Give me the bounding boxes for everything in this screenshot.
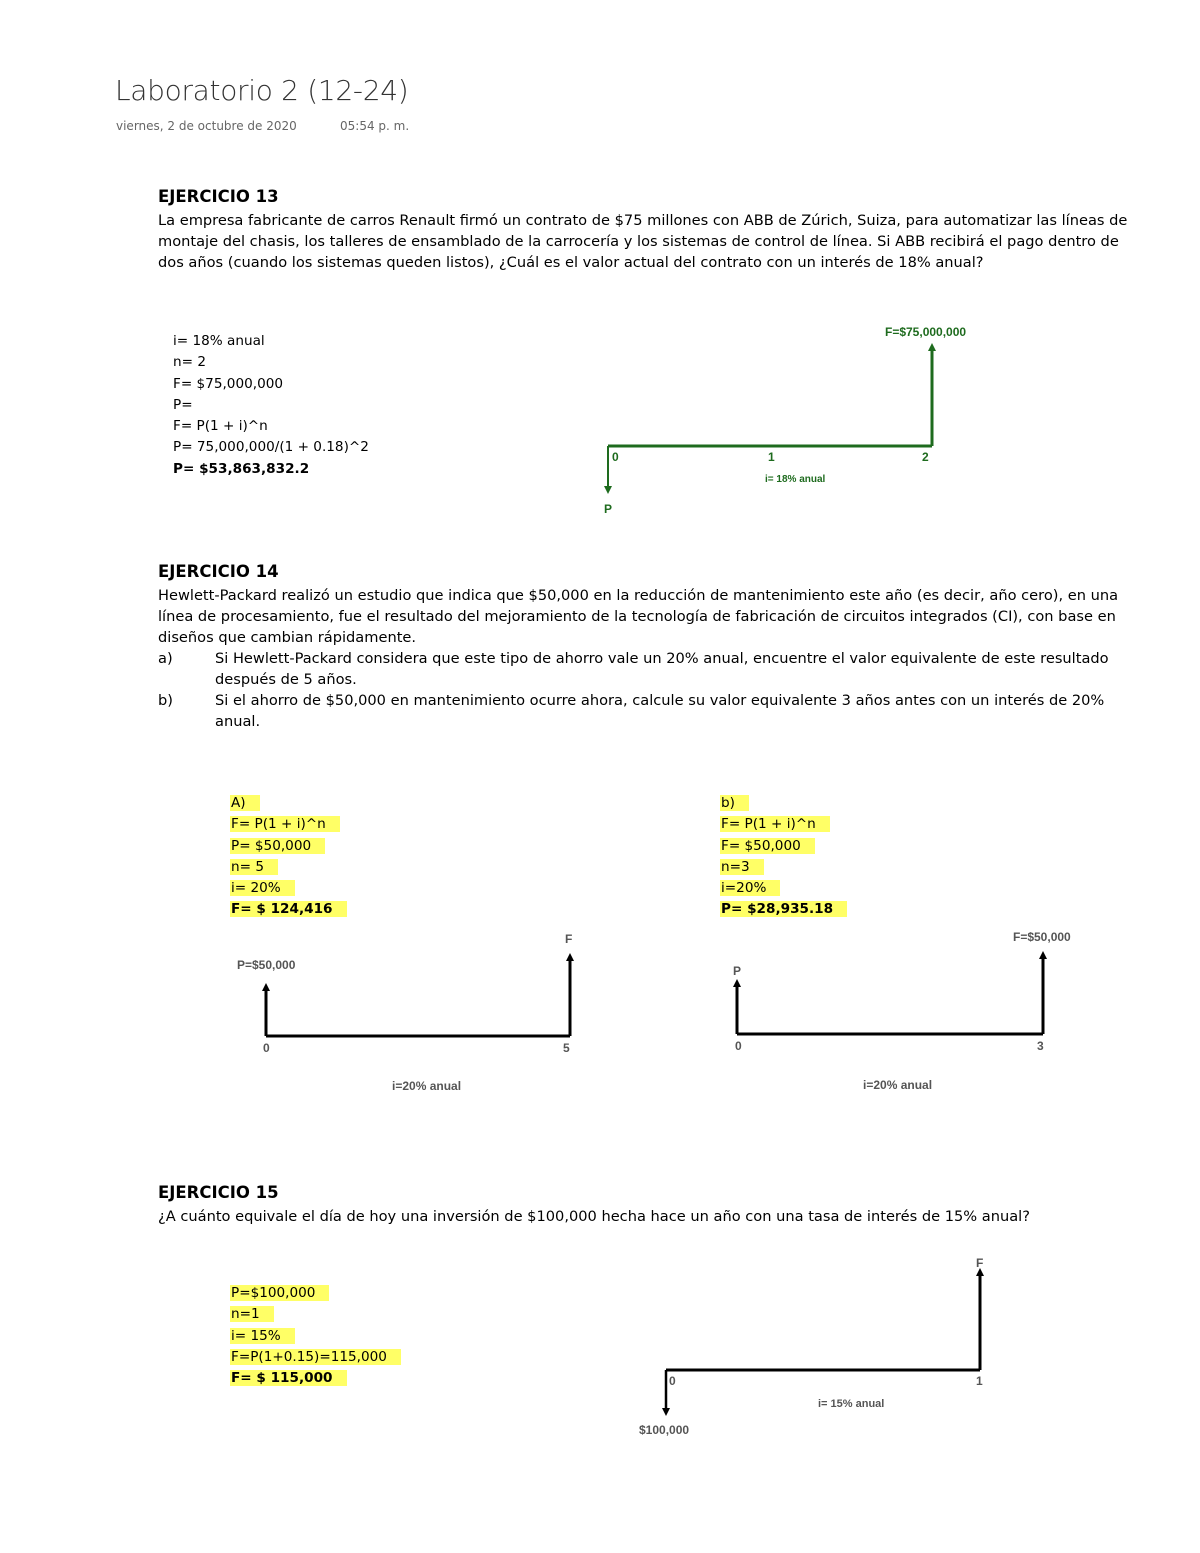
future-label: F: [565, 932, 573, 946]
ex13-line: P=: [173, 396, 193, 413]
solution-line: b): [720, 795, 749, 811]
ex15-solution: [230, 1283, 401, 1389]
ex15-statement: [158, 1206, 1133, 1227]
period-1: 1: [976, 1374, 983, 1388]
rate-label: i= 18% anual: [765, 474, 826, 485]
solution-line: A): [230, 795, 260, 811]
solution-line: i=20%: [720, 880, 780, 896]
period-0: 0: [735, 1039, 742, 1053]
page-date: viernes, 2 de octubre de 2020: [116, 119, 297, 133]
present-label: P: [733, 964, 742, 978]
solution-line: F= P(1 + i)^n: [720, 816, 830, 832]
rate-label: i=20% anual: [392, 1079, 462, 1093]
period-0: 0: [263, 1041, 270, 1055]
ex14-heading: EJERCICIO 14: [158, 562, 279, 581]
period-n: 3: [1037, 1039, 1044, 1053]
future-label: F=$75,000,000: [885, 325, 967, 339]
present-label: P=$50,000: [237, 958, 296, 972]
ex15-heading: EJERCICIO 15: [158, 1183, 279, 1202]
period-n: 5: [563, 1041, 570, 1055]
ex13-line: n= 2: [173, 354, 206, 371]
ex14-statement: [158, 585, 1133, 732]
present-label: $100,000: [639, 1423, 690, 1437]
ex14-diagram-b: [697, 925, 1097, 1105]
ex13-text: La empresa fabricante de carros Renault firmó un contrato de $75 millones con ABB de Zúrich, Suiza, para automatizar las líneas de montaje del chasis, los talleres de ensamblado de la carrocería y los sistemas de control de línea. Si ABB recibirá el pago dentro de dos años (cuando los sistemas queden listos), ¿Cuál es el valor actual del contrato con un interés de 18% anual?: [158, 212, 1128, 271]
solution-result: P= $28,935.18: [720, 901, 847, 917]
solution-line: P= $50,000: [230, 838, 325, 854]
ex13-line: F= $75,000,000: [173, 375, 284, 392]
ex14-solution-b: [720, 793, 847, 921]
page-time: 05:54 p. m.: [340, 119, 410, 133]
ex14-diagram-a: [225, 925, 625, 1105]
item-text: Si Hewlett-Packard considera que este tipo de ahorro vale un 20% anual, encuentre el valor equivalente de este resultado después de 5 años.: [215, 650, 1109, 688]
ex15-text: ¿A cuánto equivale el día de hoy una inversión de $100,000 hecha hace un año con una tasa de interés de 15% anual?: [158, 1208, 1030, 1225]
solution-line: F= P(1 + i)^n: [230, 816, 340, 832]
rate-label: i= 15% anual: [818, 1398, 885, 1410]
page-title: Laboratorio 2 (12-24): [115, 74, 409, 107]
ex13-line: F= P(1 + i)^n: [173, 418, 268, 435]
future-label: F=$50,000: [1013, 930, 1071, 944]
solution-line: n= 5: [230, 859, 278, 875]
item-tag: b): [158, 692, 173, 709]
ex14-text: Hewlett-Packard realizó un estudio que indica que $50,000 en la reducción de mantenimiento este año (es decir, año cero), en una línea de procesamiento, fue el resultado del mejoramiento de la tecnología de fabricación de circuitos integrados (CI), con base en diseños que cambian rápidamente.: [158, 587, 1119, 646]
solution-line: i= 15%: [230, 1328, 295, 1344]
solution-result: F= $ 115,000: [230, 1370, 347, 1386]
ex14-item-b: [158, 690, 1133, 732]
ex13-solution: [173, 331, 369, 480]
ex13-result: P= $53,863,832.2: [173, 460, 310, 477]
solution-line: P=$100,000: [230, 1285, 329, 1301]
solution-line: n=3: [720, 859, 764, 875]
future-label: F: [976, 1256, 984, 1270]
solution-result: F= $ 124,416: [230, 901, 347, 917]
period-0: 0: [669, 1374, 676, 1388]
ex13-cash-flow-diagram: [590, 315, 1010, 525]
solution-line: F=P(1+0.15)=115,000: [230, 1349, 401, 1365]
ex13-statement: [158, 210, 1133, 273]
item-tag: a): [158, 650, 173, 667]
solution-line: i= 20%: [230, 880, 295, 896]
ex14-solution-a: [230, 793, 347, 921]
ex14-item-a: [158, 648, 1133, 690]
item-text: Si el ahorro de $50,000 en mantenimiento ocurre ahora, calcule su valor equivalente 3 años antes con un interés de 20% anual.: [215, 692, 1105, 730]
solution-line: F= $50,000: [720, 838, 815, 854]
period-0: 0: [612, 450, 619, 464]
ex15-cash-flow-diagram: [620, 1250, 1020, 1450]
present-label: P: [604, 502, 613, 516]
period-1: 1: [768, 450, 775, 464]
rate-label: i=20% anual: [863, 1078, 933, 1092]
solution-line: n=1: [230, 1306, 274, 1322]
ex13-line: P= 75,000,000/(1 + 0.18)^2: [173, 439, 369, 456]
period-2: 2: [922, 450, 929, 464]
ex13-heading: EJERCICIO 13: [158, 187, 279, 206]
ex13-line: i= 18% anual: [173, 333, 265, 349]
